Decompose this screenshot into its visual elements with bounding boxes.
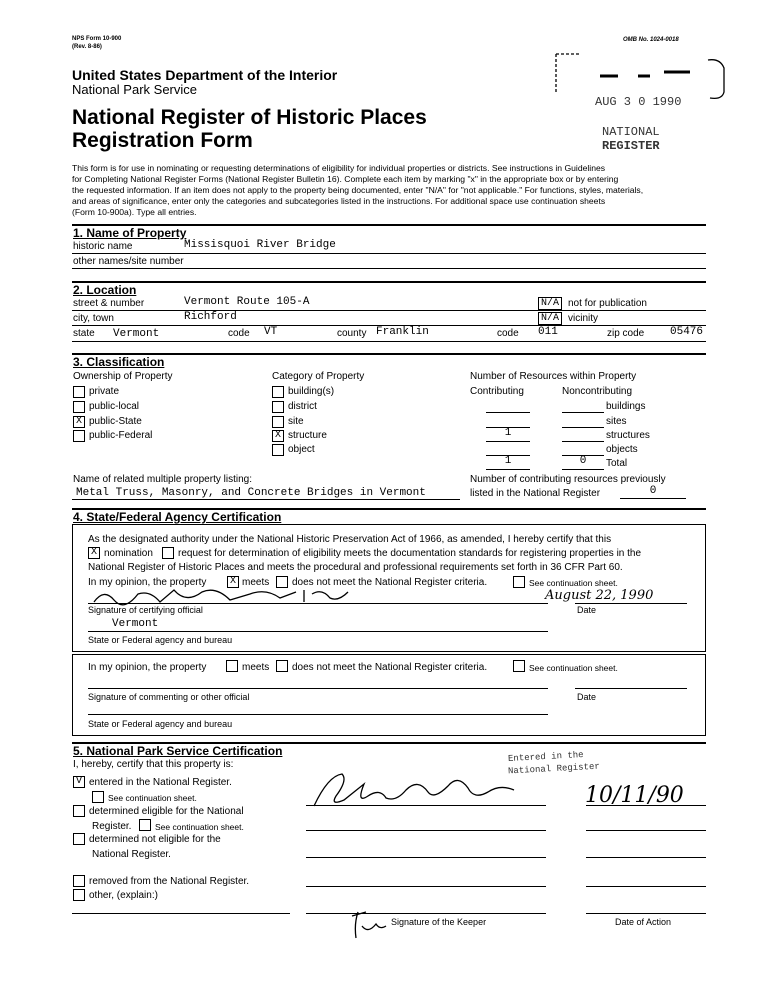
street-label: street & number xyxy=(73,298,145,309)
agency-label: State or Federal agency and bureau xyxy=(88,635,233,645)
removed-label: removed from the National Register. xyxy=(89,876,250,887)
instructions-line: the requested information. If an item does not apply to the property being documented, enter "N/A" for "not applicable." For functions, styles, materials, xyxy=(72,185,644,195)
keeper-certify-text: I, hereby, certify that this property is: xyxy=(73,759,234,770)
keeper-signature xyxy=(308,766,528,814)
date-rule xyxy=(586,913,706,914)
vicinity-label: vicinity xyxy=(568,313,599,324)
city-value[interactable]: Richford xyxy=(184,311,237,323)
form-title-line1: National Register of Historic Places xyxy=(72,106,427,129)
other-label: other, (explain:) xyxy=(89,890,158,901)
entered-stamp-line1: Entered in the xyxy=(507,750,584,764)
category-label: district xyxy=(288,401,317,412)
agency-label-2: State or Federal agency and bureau xyxy=(88,719,233,729)
previously-listed-value[interactable]: 0 xyxy=(649,485,657,497)
action-date-handwritten: 10/11/90 xyxy=(585,783,684,808)
category-checkbox[interactable] xyxy=(272,416,284,428)
instructions-line: for Completing National Register Forms (National Register Bulletin 16). Complete each item by marking "x" in the appropriate box or by entering xyxy=(72,174,619,184)
not-eligible-label-1: determined not eligible for the xyxy=(89,834,221,845)
nomination-checkbox[interactable]: X xyxy=(88,547,100,559)
does-not-meet-label: does not meet the National Register criteria. xyxy=(292,577,488,588)
entered-continuation-label: See continuation sheet. xyxy=(108,793,197,803)
previously-listed-label-2: listed in the National Register xyxy=(470,488,601,499)
count-rule xyxy=(562,441,604,442)
certifying-date-handwritten: August 22, 1990 xyxy=(545,588,654,603)
previously-listed-label-1: Number of contributing resources previously xyxy=(470,474,666,485)
does-not-meet-checkbox-2[interactable] xyxy=(276,660,288,672)
form-revision: (Rev. 8-86) xyxy=(72,44,102,50)
category-label: object xyxy=(288,444,315,455)
ownership-label: private xyxy=(89,386,120,397)
entered-checkbox[interactable]: V xyxy=(73,776,85,788)
service-name: National Park Service xyxy=(72,82,197,97)
instructions-line: and areas of significance, enter only the categories and subcategories listed in the instructions. For additional space use continuation sheets xyxy=(72,196,606,206)
omb-number: OMB No. 1024-0018 xyxy=(623,37,679,43)
state-label: state xyxy=(73,328,95,339)
zip-code-label: zip code xyxy=(607,328,645,339)
keeper-initials xyxy=(346,908,390,942)
does-not-meet-label-2: does not meet the National Register criteria. xyxy=(292,662,488,673)
ownership-label: public-local xyxy=(89,401,140,412)
cert-text-line1: As the designated authority under the National Historic Preservation Act of 1966, as amended, I hereby certify that this xyxy=(88,534,612,545)
keeper-signature-label: Signature of the Keeper xyxy=(391,917,487,927)
section-3-heading: 3. Classification xyxy=(73,355,165,369)
commenting-signature-label: Signature of commenting or other official xyxy=(88,692,250,702)
state-code-value[interactable]: VT xyxy=(264,326,278,338)
resources-heading: Number of Resources within Property xyxy=(470,371,637,382)
eligible-continuation-label: See continuation sheet. xyxy=(155,822,244,832)
ownership-checkbox[interactable] xyxy=(73,401,85,413)
field-rule xyxy=(72,499,460,500)
ownership-checkbox[interactable] xyxy=(73,386,85,398)
count-rule xyxy=(486,469,530,470)
ownership-heading: Ownership of Property xyxy=(73,371,173,382)
resource-row-label: buildings xyxy=(606,401,646,412)
resource-row-label: structures xyxy=(606,430,650,441)
field-rule xyxy=(620,498,686,499)
signature-rule xyxy=(306,886,546,887)
received-date-stamp: AUG 3 0 1990 xyxy=(595,95,682,109)
noncontributing-total[interactable]: 0 xyxy=(579,455,587,467)
signature-rule xyxy=(88,688,548,689)
continuation-checkbox-2[interactable] xyxy=(513,660,525,672)
meets-checkbox[interactable]: X xyxy=(227,576,239,588)
date-rule xyxy=(575,603,687,604)
instructions-line: This form is for use in nominating or requesting determinations of eligibility for individual properties or districts. See instructions in Guidelines xyxy=(72,163,606,173)
street-value[interactable]: Vermont Route 105-A xyxy=(184,296,310,308)
count-rule xyxy=(562,427,604,428)
stamp-national: NATIONAL xyxy=(602,125,660,139)
category-checkbox[interactable] xyxy=(272,401,284,413)
field-rule xyxy=(72,310,706,311)
section-1-heading: 1. Name of Property xyxy=(73,226,187,240)
field-rule xyxy=(72,253,706,254)
commenting-date-label: Date xyxy=(577,692,597,702)
meets-checkbox-2[interactable] xyxy=(226,660,238,672)
contributing-heading: Contributing xyxy=(470,386,524,397)
count-rule xyxy=(486,441,530,442)
resource-row-label: objects xyxy=(606,444,638,455)
ownership-checkbox[interactable] xyxy=(73,430,85,442)
county-code-value[interactable]: 011 xyxy=(538,326,558,338)
meets-label: meets xyxy=(242,577,270,588)
category-checkbox[interactable] xyxy=(272,444,284,456)
category-heading: Category of Property xyxy=(272,371,365,382)
agency-rule xyxy=(88,714,548,715)
eligible-checkbox[interactable] xyxy=(73,805,85,817)
entered-stamp-line2: National Register xyxy=(507,761,601,777)
date-rule xyxy=(586,857,706,858)
county-value[interactable]: Franklin xyxy=(376,326,429,338)
county-label: county xyxy=(337,328,367,339)
historic-name-value[interactable]: Missisquoi River Bridge xyxy=(184,239,336,251)
section-5-heading: 5. National Park Service Certification xyxy=(73,744,283,758)
category-checkbox[interactable]: X xyxy=(272,430,284,442)
category-label: site xyxy=(288,416,304,427)
contributing-total[interactable]: 1 xyxy=(504,455,512,467)
field-rule xyxy=(72,268,706,269)
eligible-label-2: Register. xyxy=(92,821,132,832)
form-title-line2: Registration Form xyxy=(72,129,253,152)
ownership-checkbox[interactable]: X xyxy=(73,416,85,428)
category-checkbox[interactable] xyxy=(272,386,284,398)
opinion-label-2: In my opinion, the property xyxy=(88,662,207,673)
count-rule xyxy=(562,469,604,470)
meets-label-2: meets xyxy=(242,662,270,673)
signature-rule xyxy=(306,805,546,806)
agency-rule xyxy=(88,631,548,632)
contributing-count[interactable]: 1 xyxy=(504,427,512,439)
not-eligible-checkbox[interactable] xyxy=(73,833,85,845)
continuation-label: See continuation sheet. xyxy=(529,578,618,588)
vicinity-checkbox[interactable]: N/A xyxy=(538,312,562,325)
noncontributing-heading: Noncontributing xyxy=(562,386,633,397)
signature-rule xyxy=(306,830,546,831)
department-name: United States Department of the Interior xyxy=(72,67,338,83)
count-rule xyxy=(486,412,530,413)
not-for-publication-checkbox[interactable]: N/A xyxy=(538,297,562,310)
request-checkbox[interactable] xyxy=(162,547,174,559)
date-label: Date xyxy=(577,605,597,615)
signature-rule xyxy=(88,603,548,604)
entered-continuation-checkbox[interactable] xyxy=(92,791,104,803)
stamp-register: REGISTER xyxy=(602,139,660,153)
state-value[interactable]: Vermont xyxy=(113,328,160,340)
not-eligible-label-2: National Register. xyxy=(92,849,171,860)
date-of-action-label: Date of Action xyxy=(615,917,672,927)
agency-value[interactable]: Vermont xyxy=(112,618,159,630)
removed-checkbox[interactable] xyxy=(73,875,85,887)
category-label: structure xyxy=(288,430,327,441)
explain-rule xyxy=(72,913,290,914)
multiple-listing-value[interactable]: Metal Truss, Masonry, and Concrete Bridges in Vermont xyxy=(76,487,426,499)
signature-rule xyxy=(306,913,546,914)
multiple-listing-label: Name of related multiple property listing: xyxy=(73,474,252,485)
nomination-label: nomination xyxy=(104,548,153,559)
continuation-checkbox[interactable] xyxy=(513,576,525,588)
category-label: building(s) xyxy=(288,386,335,397)
section-rule xyxy=(72,353,706,355)
signature-rule xyxy=(306,857,546,858)
not-for-publication-label: not for publication xyxy=(568,298,647,309)
opinion-label: In my opinion, the property xyxy=(88,577,207,588)
date-rule xyxy=(586,805,706,806)
ownership-label: public-State xyxy=(89,416,142,427)
date-rule xyxy=(586,886,706,887)
other-checkbox[interactable] xyxy=(73,889,85,901)
city-label: city, town xyxy=(73,313,114,324)
request-label: request for determination of eligibility meets the documentation standards for registering properties in the xyxy=(178,548,642,559)
field-rule xyxy=(72,341,706,342)
zip-code-value[interactable]: 05476 xyxy=(670,326,704,338)
continuation-label-2: See continuation sheet. xyxy=(529,663,618,673)
resource-row-label: sites xyxy=(606,416,627,427)
ownership-label: public-Federal xyxy=(89,430,153,441)
historic-name-label: historic name xyxy=(73,241,133,252)
count-rule xyxy=(562,412,604,413)
form-number: NPS Form 10-900 xyxy=(72,36,122,42)
instructions-line: (Form 10-900a). Type all entries. xyxy=(72,207,197,217)
date-rule xyxy=(586,830,706,831)
signature-label: Signature of certifying official xyxy=(88,605,203,615)
county-code-label: code xyxy=(497,328,519,339)
state-code-label: code xyxy=(228,328,250,339)
eligible-continuation-checkbox[interactable] xyxy=(139,819,151,831)
section-2-heading: 2. Location xyxy=(73,283,137,297)
other-names-label: other names/site number xyxy=(73,256,184,267)
cert-text-line3: National Register of Historic Places and meets the procedural and professional requirements set forth in 36 CFR Part 60. xyxy=(88,562,623,573)
eligible-label-1: determined eligible for the National xyxy=(89,806,244,817)
section-rule xyxy=(72,281,706,283)
entered-label: entered in the National Register. xyxy=(89,777,232,788)
resource-row-label: Total xyxy=(606,458,628,469)
section-4-heading: 4. State/Federal Agency Certification xyxy=(73,510,282,524)
date-rule xyxy=(575,688,687,689)
